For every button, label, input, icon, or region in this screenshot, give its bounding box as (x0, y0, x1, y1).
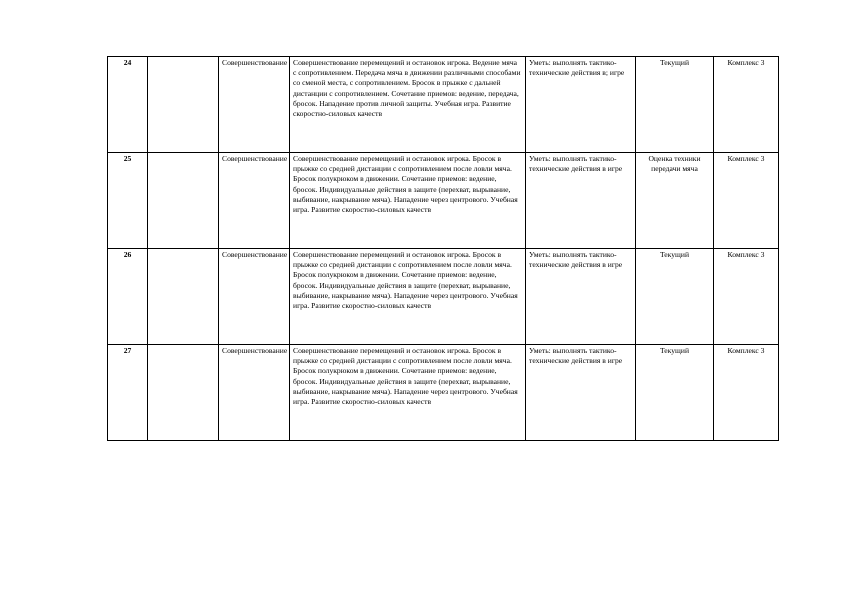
lesson-type: Совершенствование (219, 249, 290, 345)
lesson-requirements: Уметь: выполнять тактико-технические действия в игре (526, 153, 636, 249)
lesson-content: Совершенствование перемещений и остановок игрока. Бросок в прыжке со средней дистанции с сопротивлением после ловли мяча. Бросок полукрюком в движении. Сочетание приемов: ведение, бросок. Индивидуальные действия в защите (перехват, вырывание, выбивание, накрывание мяча). Нападение через центрового. Учебная игра. Развитие скоростно-силовых качеств (290, 249, 526, 345)
lesson-requirements: Уметь: выполнять тактико-технические действия в игре (526, 345, 636, 441)
lesson-homework: Комплекс 3 (714, 345, 779, 441)
lesson-date (148, 57, 219, 153)
lesson-homework: Комплекс 3 (714, 153, 779, 249)
lesson-content: Совершенствование перемещений и остановок игрока. Бросок в прыжке со средней дистанции с сопротивлением после ловли мяча. Бросок полукрюком в движении. Сочетание приемов: ведение, бросок. Индивидуальные действия в защите (перехват, вырывание, выбивание, накрывание мяча). Нападение через центрового. Учебная игра. Развитие скоростно-силовых качеств (290, 345, 526, 441)
lesson-control: Оценка техники передачи мяча (636, 153, 714, 249)
lesson-control: Текущий (636, 57, 714, 153)
lesson-date (148, 345, 219, 441)
table-row (108, 249, 779, 345)
lesson-date (148, 153, 219, 249)
table-row (108, 345, 779, 441)
table-row (108, 57, 779, 153)
lesson-requirements: Уметь: выполнять тактико-технические действия в игре (526, 249, 636, 345)
lesson-homework: Комплекс 3 (714, 249, 779, 345)
table-row (108, 153, 779, 249)
lesson-number: 26 (108, 249, 148, 345)
lesson-type: Совершенствование (219, 153, 290, 249)
lesson-plan-table (107, 56, 779, 441)
lesson-type: Совершенствование (219, 57, 290, 153)
lesson-date (148, 249, 219, 345)
lesson-number: 27 (108, 345, 148, 441)
lesson-number: 25 (108, 153, 148, 249)
lesson-homework: Комплекс 3 (714, 57, 779, 153)
lesson-control: Текущий (636, 249, 714, 345)
lesson-content: Совершенствование перемещений и остановок игрока. Бросок в прыжке со средней дистанции с сопротивлением после ловли мяча. Бросок полукрюком в движении. Сочетание приемов: ведение, бросок. Индивидуальные действия в защите (перехват, вырывание, выбивание, накрывание мяча). Нападение через центрового. Учебная игра. Развитие скоростно-силовых качеств (290, 153, 526, 249)
lesson-control: Текущий (636, 345, 714, 441)
lesson-number: 24 (108, 57, 148, 153)
lesson-requirements: Уметь: выполнять тактико-технические действия в; игре (526, 57, 636, 153)
lesson-type: Совершенствование (219, 345, 290, 441)
lesson-content: Совершенствование перемещений и остановок игрока. Ведение мяча с сопротивлением. Передача мяча в движении различными способами со сменой места, с сопротивлением. Бросок в прыжке с дальней дистанции с сопротивлением. Сочетание приемов: ведение, передача, бросок. Нападение против личной защиты. Учебная игра. Развитие скоростно-силовых качеств (290, 57, 526, 153)
